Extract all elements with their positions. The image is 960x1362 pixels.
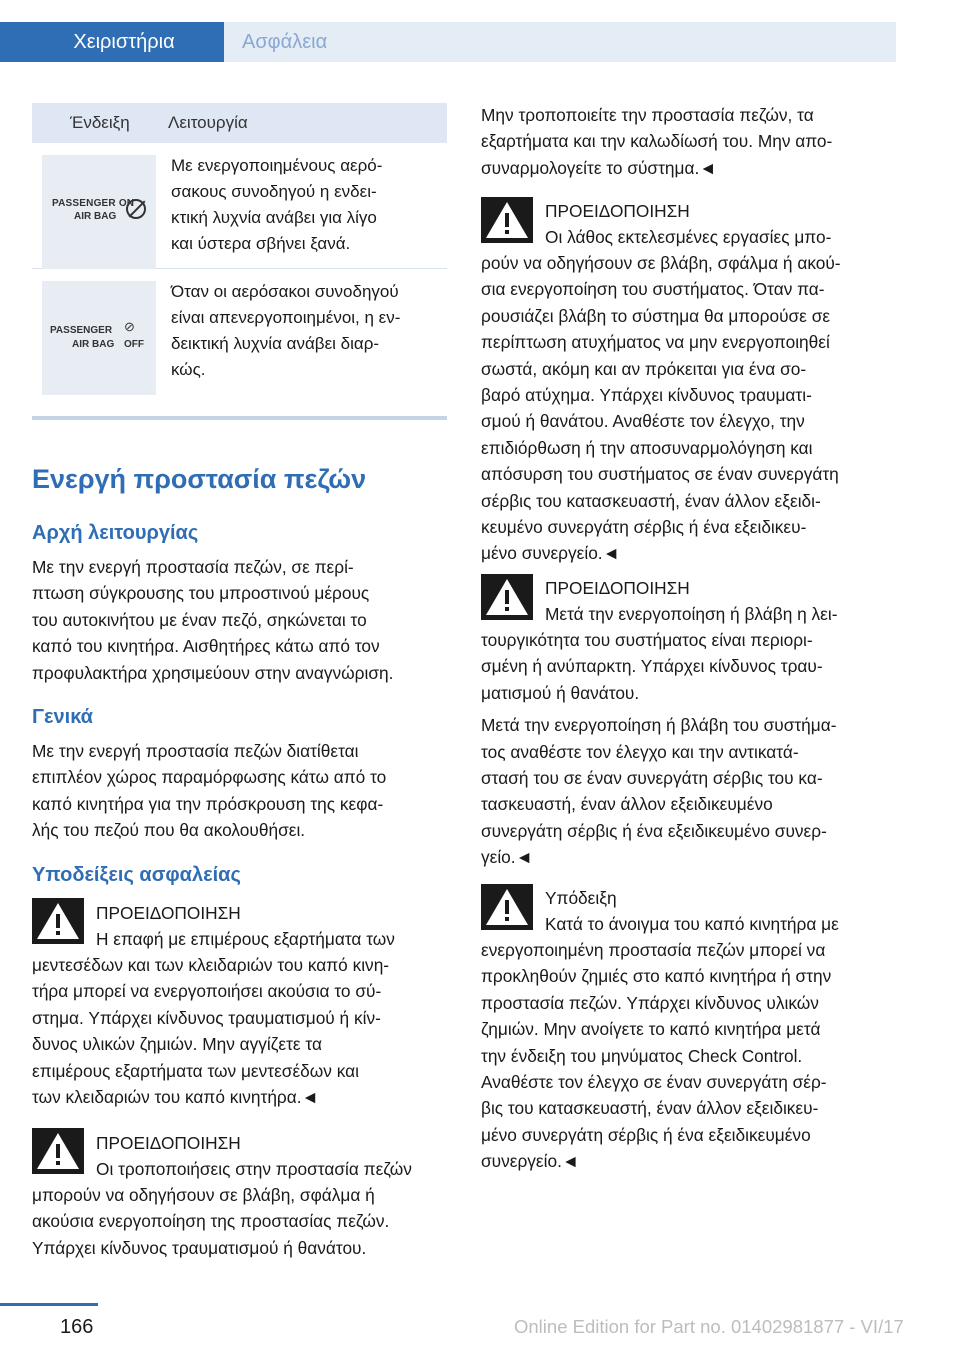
warning-text: ρούν να οδηγήσουν σε βλάβη, σφάλμα ή ακού- σια ενεργοποίηση του συστήματος. Όταν πα- ρουσιάζει βλάβη το σύστημα θα μπορούσε σε περίπτωση ατυχήματος να μην ενεργοποιηθεί σωστά, ακόμη και αν πρόκειται για ένα σο- βαρό ατύχημα. Υπάρχει κίνδυνος τραυματι- σμού ή θανάτου. Αναθέστε τον έλεγχο, την επιδιόρθωση ή την αποσυναρμολόγηση και απόσυρση του συστήματος σε έναν συνεργάτη σέρβις του κατασκευαστή, έναν άλλον εξειδι- κευμένο συνεργάτη σέρβις ή ένα εξειδικευ- μένο συνεργείο.◄ <box>481 253 841 564</box>
warning-label: ΠΡΟΕΙΔΟΠΟΙΗΣΗ <box>545 201 690 221</box>
table-header-indicator: Ένδειξη <box>70 113 130 132</box>
table-row <box>32 143 447 269</box>
airbag-on-icon <box>126 199 146 219</box>
warning-label: ΠΡΟΕΙΔΟΠΟΙΗΣΗ <box>545 578 690 598</box>
airbag-off-icon: ⊘ <box>124 319 135 334</box>
passenger-airbag-off-indicator-image: PASSENGER AIR BAG OFF ⊘ <box>42 281 156 395</box>
principle-heading: Αρχή λειτουργίας <box>32 522 199 544</box>
note-text-first: Κατά το άνοιγμα του καπό κινητήρα με <box>545 914 839 934</box>
table-header-function: Λειτουργία <box>168 113 248 132</box>
warning-icon <box>481 574 533 620</box>
general-heading: Γενικά <box>32 706 93 728</box>
note-text: ενεργοποιημένη προστασία πεζών μπορεί να προκληθούν ζημιές στο καπό κινητήρα ή στην προστασία πεζών. Υπάρχει κίνδυνος υλικών ζημιών. Μην ανοίγετε το καπό κινητήρα μετά την ένδειξη του μηνύματος Check Control. Αναθέστε τον έλεγχο σε έναν συνεργάτη σέρ- βις του κατασκευαστή, έναν άλλον εξειδικευ- μένο συνεργάτη σέρβις ή ένα εξειδικευμένο συνεργείο.◄ <box>481 940 832 1172</box>
note-icon <box>481 884 533 930</box>
header-tabs <box>0 0 896 62</box>
safety-heading: Υποδείξεις ασφαλείας <box>32 864 241 886</box>
warning-text: μεντεσέδων και των κλειδαριών του καπό κινη- τήρα μπορεί να ενεργοποιήσει ακούσια το σύ- στημα. Υπάρχει κίνδυνος τραυματισμού ή κίν- δυνος υλικών ζημιών. Μην αγγίζετε τα επιμέρους εξαρτήματα των μεντεσέδων και των κλειδαριών του καπό κινητήρα.◄ <box>32 955 390 1108</box>
warning-text-first: Μετά την ενεργοποίηση ή βλάβη η λει- <box>545 604 838 624</box>
warning-icon <box>481 197 533 243</box>
footer-rule <box>0 1303 98 1306</box>
principle-paragraph: Με την ενεργή προστασία πεζών, σε περί- πτωση σύγκρουσης του μπροστινού μέρους του αυτοκινήτου με έναν πεζό, σηκώνεται το καπό του κινητήρα. Αισθητήρες κάτω από τον προφυλακτήρα χρησιμεύουν στην αναγνώριση. <box>32 557 394 683</box>
right-intro-paragraph: Μην τροποποιείτε την προστασία πεζών, τα εξαρτήματα και την καλωδίωσή του. Μην απο- συναρμολογείτε το σύστημα.◄ <box>481 105 833 178</box>
warning-text-first: Η επαφή με επιμέρους εξαρτήματα των <box>96 929 395 949</box>
table-header <box>32 103 447 143</box>
section-title: Ενεργή προστασία πεζών <box>32 464 367 494</box>
table-cell-function: Με ενεργοποιημένους αερό- σακους συνοδηγού η ενδει- κτική λυχνία ανάβει για λίγο και ύστερα σβήνει ξανά. <box>171 156 383 253</box>
general-paragraph: Με την ενεργή προστασία πεζών διατίθεται επιπλέον χώρος παραμόρφωσης κάτω από το καπό κινητήρα για την πρόσκρουση της κεφα- λής του πεζού που θα ακολουθήσει. <box>32 741 387 841</box>
indicator-table <box>32 103 447 399</box>
warning-text-first: Οι λάθος εκτελεσμένες εργασίες μπο- <box>545 227 832 247</box>
warning-icon <box>32 1128 84 1174</box>
table-bottom-rule <box>32 416 447 420</box>
warning-text: τουργικότητα του συστήματος είναι περιορι- σμένη ή ανύπαρκτη. Υπάρχει κίνδυνος τραυ- ματισμού ή θανάτου. Μετά την ενεργοποίηση ή βλάβη του συστήμα- τος αναθέστε τον έλεγχο και την αντικατά- στασή του σε έναν συνεργάτη σέρβις του κα- τασκευαστή, έναν άλλον εξειδικευμένο συνεργάτη σέρβις ή ένα εξειδικευμένο συνερ- γείο.◄ <box>481 630 837 868</box>
tab-safety[interactable]: Ασφάλεια <box>224 22 896 62</box>
warning-text: μπορούν να οδηγήσουν σε βλάβη, σφάλμα ή ακούσια ενεργοποίηση της προστασίας πεζών. Υπάρχει κίνδυνος τραυματισμού ή θανάτου. <box>32 1185 390 1258</box>
table-cell-function: Όταν οι αερόσακοι συνοδηγού είναι απενεργοποιημένοι, η εν- δεικτική λυχνία ανάβει διαρ- κώς. <box>171 282 401 379</box>
warning-label: ΠΡΟΕΙΔΟΠΟΙΗΣΗ <box>96 903 241 923</box>
warning-icon <box>32 898 84 944</box>
table-row <box>32 269 447 399</box>
warning-label: ΠΡΟΕΙΔΟΠΟΙΗΣΗ <box>96 1133 241 1153</box>
page-number: 166 <box>60 1316 94 1338</box>
passenger-airbag-on-indicator-image: PASSENGER ON AIR BAG <box>42 155 156 269</box>
note-label: Υπόδειξη <box>545 888 617 908</box>
warning-text-first: Οι τροποποιήσεις στην προστασία πεζών <box>96 1159 412 1179</box>
tab-controls[interactable]: Χειριστήρια <box>0 22 224 62</box>
edition-text: Online Edition for Part no. 01402981877 - VI/17 <box>514 1316 904 1337</box>
